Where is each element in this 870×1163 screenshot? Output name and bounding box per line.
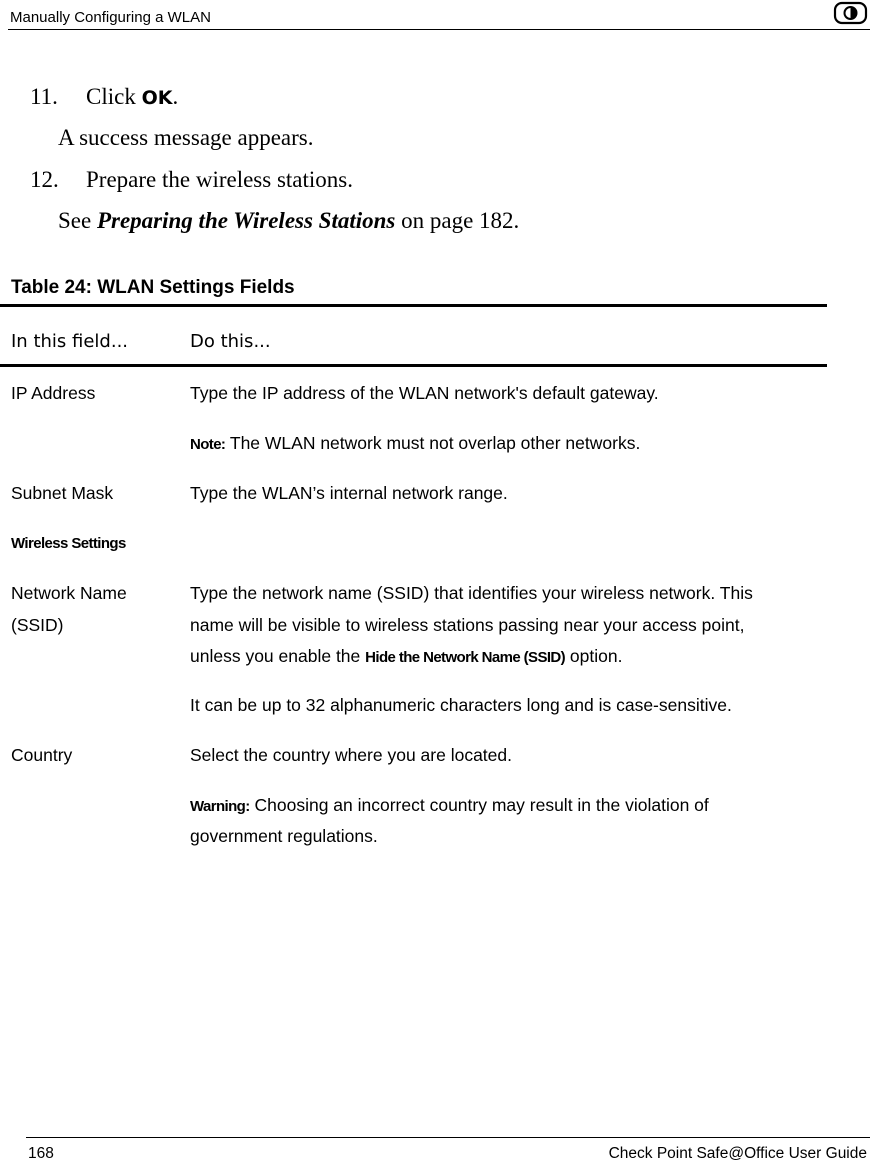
see-prefix: See [58,208,97,233]
page-number: 168 [28,1145,54,1162]
field-network-name-line1: Network Name [11,583,127,603]
warning-country-line2: government regulations. [190,826,378,846]
step-12-number: 12. [30,167,59,192]
field-subnet-mask: Subnet Mask [11,483,114,503]
table-top-rule [0,304,827,307]
checkpoint-logo-icon [833,1,869,25]
warning-text-line1: Choosing an incorrect country may result in the violation of [249,795,709,815]
column-header-action: Do this... [190,331,271,352]
desc-line3-prefix: unless you enable the [190,646,366,666]
step-11-prefix: Click [86,84,142,109]
step-11-number: 11. [30,84,58,109]
step-11-text [86,84,178,110]
ok-button-label: OK [141,87,173,109]
footer-rule [26,1137,870,1138]
step-12-text: Prepare the wireless stations. [86,167,353,192]
desc-network-name-para2: It can be up to 32 alphanumeric characters long and is case-sensitive. [190,695,732,715]
table-header-rule [0,364,827,367]
note-label: Note: [190,436,226,453]
guide-title: Check Point Safe@Office User Guide [608,1145,867,1162]
step-11-result: A success message appears. [58,125,314,150]
field-country: Country [11,745,73,765]
desc-ip-address: Type the IP address of the WLAN network's default gateway. [190,383,659,403]
field-network-name-line2: (SSID) [11,615,64,635]
preparing-wireless-stations-link[interactable]: Preparing the Wireless Stations [96,208,396,233]
desc-country: Select the country where you are located. [190,745,512,765]
running-header-title: Manually Configuring a WLAN [10,9,211,26]
warning-country-line1 [190,790,709,822]
see-suffix: on page 182. [395,208,520,233]
desc-line3-suffix: option. [565,646,623,666]
warning-label: Warning: [190,798,250,815]
hide-network-name-option-label: Hide the Network Name (SSID) [365,649,566,666]
step-12-see-reference [58,208,519,234]
column-header-field: In this field... [11,331,129,352]
note-ip-address [190,428,640,460]
section-wireless-settings: Wireless Settings [11,535,126,552]
table-caption: Table 24: WLAN Settings Fields [11,277,295,298]
field-ip-address: IP Address [11,383,96,403]
note-text: The WLAN network must not overlap other networks. [225,433,641,453]
step-11-suffix: . [172,84,179,109]
desc-subnet-mask: Type the WLAN’s internal network range. [190,483,508,503]
desc-network-name-line2: name will be visible to wireless stations passing near your access point, [190,615,745,635]
desc-network-name-line3 [190,641,622,673]
header-rule [8,29,870,30]
desc-network-name-line1: Type the network name (SSID) that identifies your wireless network. This [190,583,753,603]
